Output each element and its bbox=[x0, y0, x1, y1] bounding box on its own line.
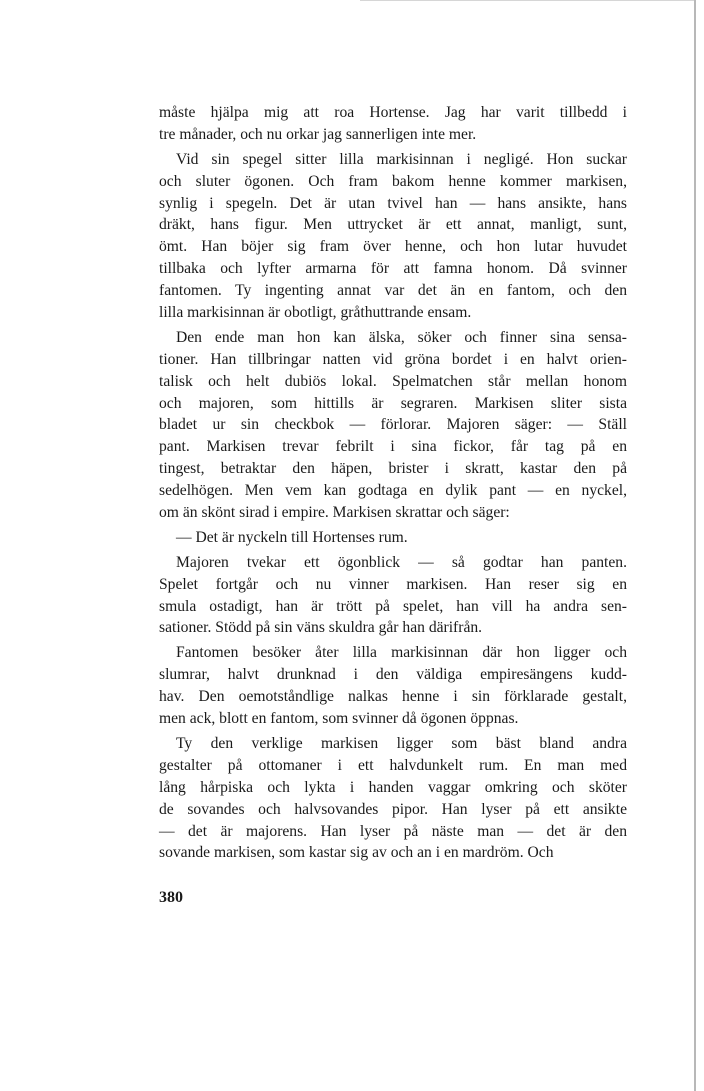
text-line: Majoren tvekar ett ögonblick — så godtar han panten. bbox=[176, 553, 627, 571]
paragraph bbox=[159, 149, 627, 324]
text-line: lilla markisinnan är obotligt, gråthuttrande ensam. bbox=[159, 304, 472, 322]
text-line: — det är majorens. Han lyser på näste man — det är den bbox=[159, 822, 627, 840]
text-line: men ack, blott en fantom, som svinner då ögonen öppnas. bbox=[159, 710, 519, 728]
paragraph bbox=[159, 733, 627, 864]
paragraph bbox=[159, 552, 627, 640]
text-line: tillbaka och lyfter armarna för att famna honom. Då svinner bbox=[159, 260, 627, 278]
scan-page-edge bbox=[694, 0, 696, 1091]
text-line: sedelhögen. Men vem kan godtaga en dylik pant — en nyckel, bbox=[159, 482, 627, 500]
text-line: tioner. Han tillbringar natten vid gröna bordet i en halvt orien- bbox=[159, 350, 627, 368]
text-line: Den ende man hon kan älska, söker och finner sina sensa- bbox=[176, 328, 627, 346]
paragraph bbox=[159, 527, 627, 549]
text-line: — Det är nyckeln till Hortenses rum. bbox=[176, 528, 408, 546]
text-line: tre månader, och nu orkar jag sannerligen inte mer. bbox=[159, 125, 477, 143]
text-line: fantomen. Ty ingenting annat var det än en fantom, och den bbox=[159, 282, 627, 300]
body-text bbox=[159, 102, 627, 867]
text-line: och sluter ögonen. Och fram bakom henne kommer markisen, bbox=[159, 172, 627, 190]
text-line: smula ostadigt, han är trött på spelet, han vill ha andra sen- bbox=[159, 597, 627, 615]
text-line: de sovandes och halvsovandes pipor. Han lyser på ett ansikte bbox=[159, 800, 627, 818]
text-line: gestalter på ottomaner i ett halvdunkelt rum. En man med bbox=[159, 756, 627, 774]
text-line: synlig i spegeln. Det är utan tvivel han — hans ansikte, hans bbox=[159, 194, 627, 212]
text-line: måste hjälpa mig att roa Hortense. Jag har varit tillbedd i bbox=[159, 104, 627, 121]
text-line: slumrar, halvt drunknad i den väldiga empiresängens kudd- bbox=[159, 666, 627, 684]
text-line: bladet ur sin checkbok — förlorar. Majoren säger: — Ställ bbox=[159, 416, 627, 434]
text-line: tingest, betraktar den häpen, brister i skratt, kastar den på bbox=[159, 460, 627, 478]
text-line: Ty den verklige markisen ligger som bäst bland andra bbox=[176, 734, 627, 752]
text-line: Fantomen besöker åter lilla markisinnan där hon ligger och bbox=[176, 644, 627, 662]
text-line: pant. Markisen trevar febrilt i sina fickor, får tag på en bbox=[159, 438, 627, 456]
text-line: om än skönt sirad i empire. Markisen skrattar och säger: bbox=[159, 504, 510, 522]
paragraph bbox=[159, 327, 627, 524]
page-number: 380 bbox=[159, 889, 183, 906]
scan-top-edge bbox=[360, 0, 694, 1]
text-line: Spelet fortgår och nu vinner markisen. Han reser sig en bbox=[159, 575, 627, 593]
text-line: dräkt, hans figur. Men uttrycket är ett annat, manligt, sunt, bbox=[159, 216, 627, 234]
paragraph bbox=[159, 102, 627, 146]
text-line: sationer. Stödd på sin väns skuldra går han därifrån. bbox=[159, 619, 483, 637]
text-line: talisk och helt dubiös lokal. Spelmatchen står mellan honom bbox=[159, 372, 627, 390]
text-line: Vid sin spegel sitter lilla markisinnan i negligé. Hon suckar bbox=[176, 150, 627, 168]
text-line: ömt. Han böjer sig fram över henne, och hon lutar huvudet bbox=[159, 238, 627, 256]
text-line: hav. Den oemotståndlige nalkas henne i sin förklarade gestalt, bbox=[159, 688, 627, 706]
text-line: och majoren, som hittills är segraren. Markisen sliter sista bbox=[159, 394, 627, 412]
paragraph bbox=[159, 642, 627, 730]
text-line: sovande markisen, som kastar sig av och an i en mardröm. Och bbox=[159, 844, 554, 862]
text-line: lång hårpiska och lykta i handen vaggar omkring och sköter bbox=[159, 778, 627, 796]
